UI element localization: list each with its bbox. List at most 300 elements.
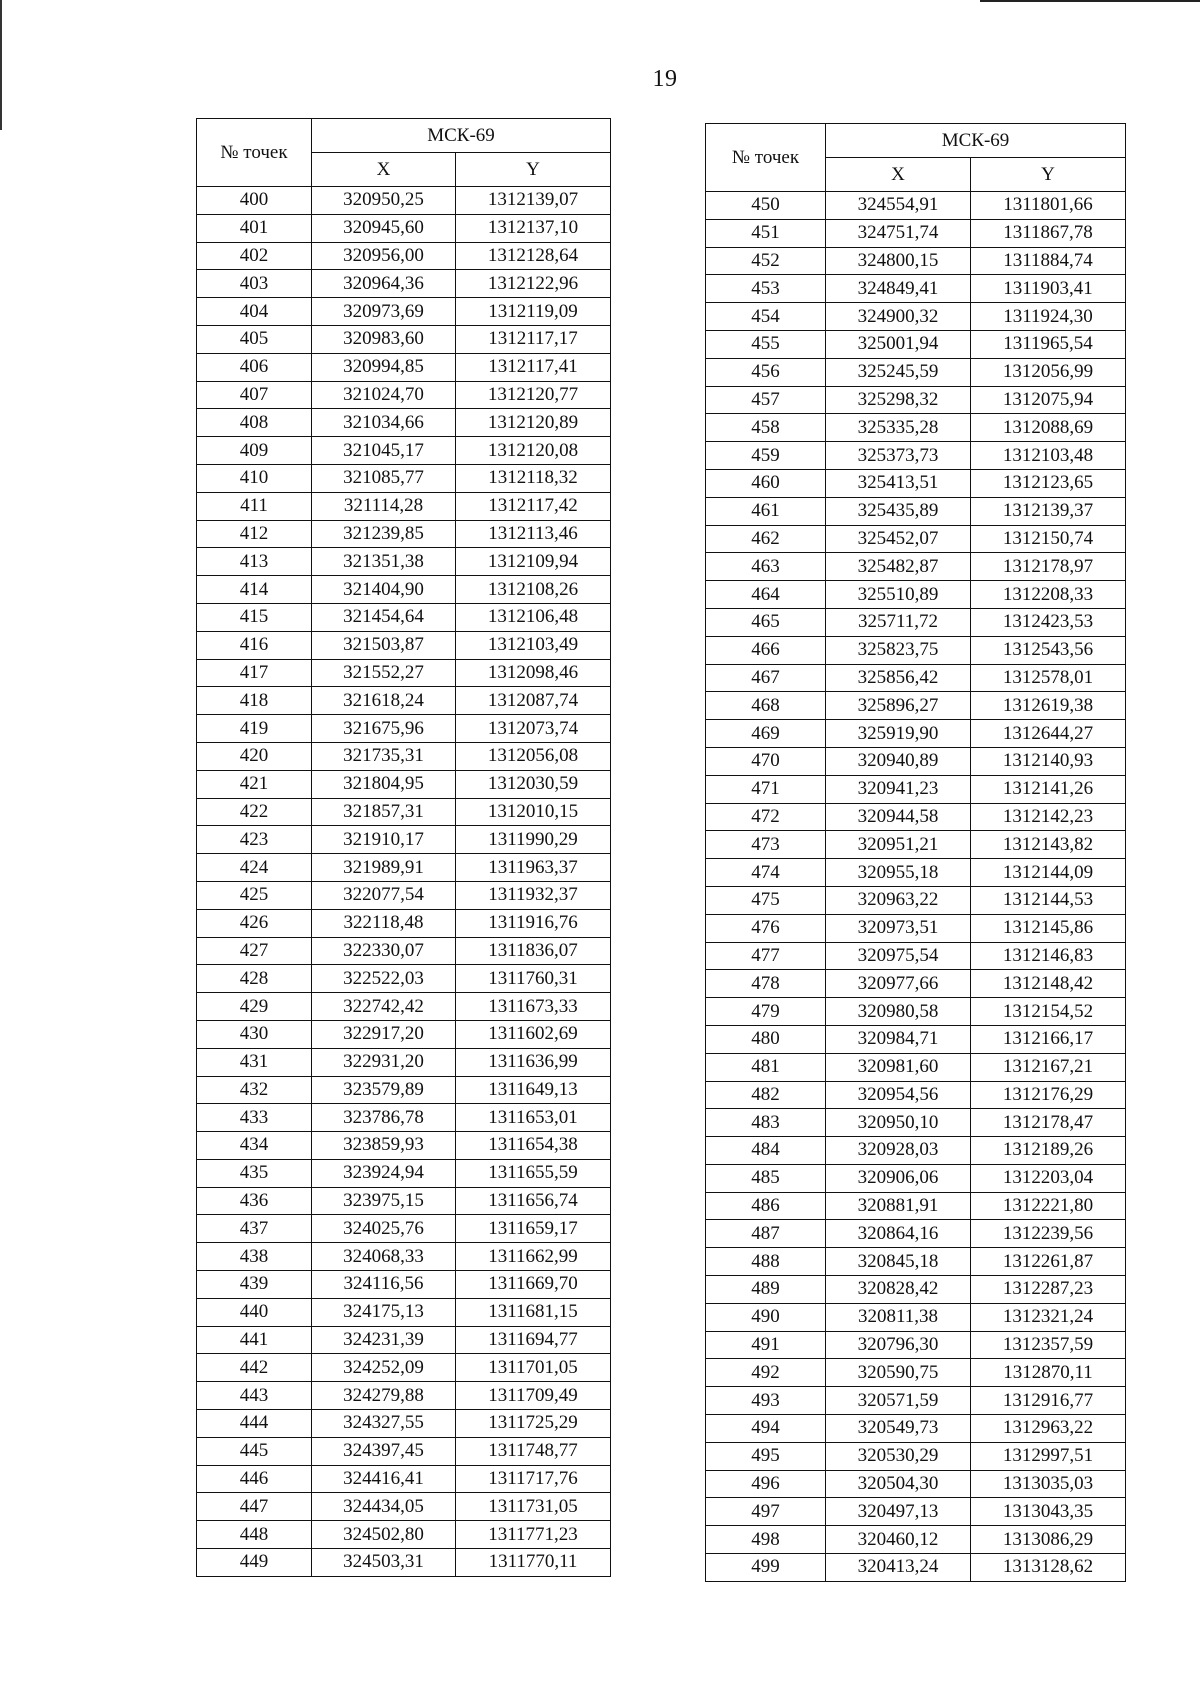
column-header-system: МСК-69	[312, 119, 611, 153]
y-coordinate-cell: 1312144,09	[971, 859, 1126, 887]
y-coordinate-cell: 1313035,03	[971, 1470, 1126, 1498]
y-coordinate-cell: 1312103,48	[971, 442, 1126, 470]
x-coordinate-cell: 320973,51	[826, 914, 971, 942]
table-row	[706, 970, 1126, 998]
page-edge-line	[980, 0, 1200, 2]
point-number-cell: 462	[706, 525, 826, 553]
table-row	[706, 442, 1126, 470]
point-number-cell: 496	[706, 1470, 826, 1498]
x-coordinate-cell: 320975,54	[826, 942, 971, 970]
point-number-cell: 451	[706, 219, 826, 247]
column-header-system: МСК-69	[826, 124, 1126, 158]
x-coordinate-cell: 322077,54	[312, 881, 456, 909]
table-row	[197, 1271, 611, 1299]
table-row	[706, 692, 1126, 720]
coordinates-table-right	[705, 123, 1126, 1582]
y-coordinate-cell: 1312139,07	[456, 187, 611, 215]
point-number-cell: 455	[706, 330, 826, 358]
table-body-left	[197, 187, 611, 1577]
y-coordinate-cell: 1312113,46	[456, 520, 611, 548]
y-coordinate-cell: 1311694,77	[456, 1326, 611, 1354]
y-coordinate-cell: 1312916,77	[971, 1387, 1126, 1415]
table-row	[706, 1387, 1126, 1415]
table-row	[706, 1192, 1126, 1220]
x-coordinate-cell: 320983,60	[312, 325, 456, 353]
point-number-cell: 482	[706, 1081, 826, 1109]
x-coordinate-cell: 321239,85	[312, 520, 456, 548]
table-row	[706, 914, 1126, 942]
x-coordinate-cell: 325452,07	[826, 525, 971, 553]
table-row	[706, 803, 1126, 831]
point-number-cell: 477	[706, 942, 826, 970]
table-row	[197, 1326, 611, 1354]
point-number-cell: 429	[197, 993, 312, 1021]
point-number-cell: 459	[706, 442, 826, 470]
y-coordinate-cell: 1311748,77	[456, 1437, 611, 1465]
point-number-cell: 411	[197, 492, 312, 520]
x-coordinate-cell: 324279,88	[312, 1382, 456, 1410]
table-row	[197, 1076, 611, 1104]
y-coordinate-cell: 1311965,54	[971, 330, 1126, 358]
table-row	[197, 1382, 611, 1410]
table-row	[197, 187, 611, 215]
point-number-cell: 488	[706, 1248, 826, 1276]
table-row	[706, 1442, 1126, 1470]
x-coordinate-cell: 320497,13	[826, 1498, 971, 1526]
point-number-cell: 458	[706, 414, 826, 442]
coordinates-table-left	[196, 118, 611, 1577]
x-coordinate-cell: 320984,71	[826, 1025, 971, 1053]
y-coordinate-cell: 1311725,29	[456, 1410, 611, 1438]
table-row	[706, 386, 1126, 414]
table-row	[706, 553, 1126, 581]
table-row	[706, 831, 1126, 859]
y-coordinate-cell: 1312178,47	[971, 1109, 1126, 1137]
point-number-cell: 440	[197, 1298, 312, 1326]
point-number-cell: 430	[197, 1020, 312, 1048]
point-number-cell: 487	[706, 1220, 826, 1248]
table-row	[197, 1048, 611, 1076]
y-coordinate-cell: 1311602,69	[456, 1020, 611, 1048]
x-coordinate-cell: 320460,12	[826, 1526, 971, 1554]
y-coordinate-cell: 1312120,77	[456, 381, 611, 409]
table-row	[197, 1437, 611, 1465]
x-coordinate-cell: 323975,15	[312, 1187, 456, 1215]
x-coordinate-cell: 320590,75	[826, 1359, 971, 1387]
point-number-cell: 499	[706, 1554, 826, 1582]
table-row	[197, 520, 611, 548]
table-row	[197, 631, 611, 659]
x-coordinate-cell: 320954,56	[826, 1081, 971, 1109]
x-coordinate-cell: 320413,24	[826, 1554, 971, 1582]
x-coordinate-cell: 321618,24	[312, 687, 456, 715]
table-row	[706, 608, 1126, 636]
table-row	[197, 1465, 611, 1493]
table-row	[706, 1359, 1126, 1387]
y-coordinate-cell: 1312117,17	[456, 325, 611, 353]
point-number-cell: 434	[197, 1132, 312, 1160]
y-coordinate-cell: 1312261,87	[971, 1248, 1126, 1276]
y-coordinate-cell: 1312144,53	[971, 886, 1126, 914]
x-coordinate-cell: 322742,42	[312, 993, 456, 1021]
point-number-cell: 447	[197, 1493, 312, 1521]
table-row	[706, 1470, 1126, 1498]
x-coordinate-cell: 324434,05	[312, 1493, 456, 1521]
y-coordinate-cell: 1311701,05	[456, 1354, 611, 1382]
point-number-cell: 469	[706, 720, 826, 748]
table-row	[197, 965, 611, 993]
point-number-cell: 446	[197, 1465, 312, 1493]
point-number-cell: 454	[706, 303, 826, 331]
point-number-cell: 470	[706, 747, 826, 775]
point-number-cell: 425	[197, 881, 312, 909]
x-coordinate-cell: 324502,80	[312, 1521, 456, 1549]
y-coordinate-cell: 1312098,46	[456, 659, 611, 687]
table-row	[197, 548, 611, 576]
table-row	[706, 859, 1126, 887]
table-row	[706, 747, 1126, 775]
point-number-cell: 437	[197, 1215, 312, 1243]
x-coordinate-cell: 324231,39	[312, 1326, 456, 1354]
x-coordinate-cell: 320940,89	[826, 747, 971, 775]
table-row	[197, 409, 611, 437]
table-row	[197, 298, 611, 326]
table-row	[706, 1248, 1126, 1276]
x-coordinate-cell: 325823,75	[826, 636, 971, 664]
x-coordinate-cell: 320571,59	[826, 1387, 971, 1415]
y-coordinate-cell: 1311654,38	[456, 1132, 611, 1160]
point-number-cell: 427	[197, 937, 312, 965]
y-coordinate-cell: 1312148,42	[971, 970, 1126, 998]
point-number-cell: 453	[706, 275, 826, 303]
table-row	[706, 414, 1126, 442]
y-coordinate-cell: 1312108,26	[456, 576, 611, 604]
y-coordinate-cell: 1311717,76	[456, 1465, 611, 1493]
y-coordinate-cell: 1311669,70	[456, 1271, 611, 1299]
table-row	[706, 247, 1126, 275]
y-coordinate-cell: 1311636,99	[456, 1048, 611, 1076]
point-number-cell: 472	[706, 803, 826, 831]
y-coordinate-cell: 1312117,42	[456, 492, 611, 520]
column-header-points: № точек	[706, 124, 826, 192]
table-row	[706, 1164, 1126, 1192]
x-coordinate-cell: 325413,51	[826, 469, 971, 497]
y-coordinate-cell: 1313043,35	[971, 1498, 1126, 1526]
y-coordinate-cell: 1311770,11	[456, 1549, 611, 1577]
x-coordinate-cell: 320994,85	[312, 353, 456, 381]
y-coordinate-cell: 1312619,38	[971, 692, 1126, 720]
table-row	[706, 664, 1126, 692]
point-number-cell: 494	[706, 1415, 826, 1443]
table-row	[197, 1104, 611, 1132]
point-number-cell: 410	[197, 464, 312, 492]
table-row	[197, 1410, 611, 1438]
y-coordinate-cell: 1312128,64	[456, 242, 611, 270]
y-coordinate-cell: 1312644,27	[971, 720, 1126, 748]
y-coordinate-cell: 1312106,48	[456, 603, 611, 631]
y-coordinate-cell: 1312870,11	[971, 1359, 1126, 1387]
table-row	[706, 192, 1126, 220]
table-row	[706, 1526, 1126, 1554]
point-number-cell: 442	[197, 1354, 312, 1382]
x-coordinate-cell: 321045,17	[312, 437, 456, 465]
x-coordinate-cell: 320796,30	[826, 1331, 971, 1359]
table-row	[706, 1025, 1126, 1053]
x-coordinate-cell: 320941,23	[826, 775, 971, 803]
point-number-cell: 456	[706, 358, 826, 386]
table-row	[197, 715, 611, 743]
page-number: 19	[652, 66, 678, 92]
x-coordinate-cell: 321034,66	[312, 409, 456, 437]
x-coordinate-cell: 321503,87	[312, 631, 456, 659]
x-coordinate-cell: 324503,31	[312, 1549, 456, 1577]
point-number-cell: 416	[197, 631, 312, 659]
table-row	[197, 1187, 611, 1215]
x-coordinate-cell: 321085,77	[312, 464, 456, 492]
y-coordinate-cell: 1312146,83	[971, 942, 1126, 970]
point-number-cell: 483	[706, 1109, 826, 1137]
table-row	[706, 1415, 1126, 1443]
y-coordinate-cell: 1312143,82	[971, 831, 1126, 859]
y-coordinate-cell: 1312357,59	[971, 1331, 1126, 1359]
point-number-cell: 418	[197, 687, 312, 715]
x-coordinate-cell: 325482,87	[826, 553, 971, 581]
x-coordinate-cell: 320977,66	[826, 970, 971, 998]
x-coordinate-cell: 322522,03	[312, 965, 456, 993]
x-coordinate-cell: 325856,42	[826, 664, 971, 692]
point-number-cell: 401	[197, 214, 312, 242]
y-coordinate-cell: 1312087,74	[456, 687, 611, 715]
table-row	[197, 854, 611, 882]
x-coordinate-cell: 320956,00	[312, 242, 456, 270]
y-coordinate-cell: 1312075,94	[971, 386, 1126, 414]
x-coordinate-cell: 320530,29	[826, 1442, 971, 1470]
table-row	[706, 330, 1126, 358]
table-row	[197, 603, 611, 631]
point-number-cell: 443	[197, 1382, 312, 1410]
y-coordinate-cell: 1313128,62	[971, 1554, 1126, 1582]
x-coordinate-cell: 320504,30	[826, 1470, 971, 1498]
x-coordinate-cell: 320963,22	[826, 886, 971, 914]
table-row	[197, 1521, 611, 1549]
table-row	[197, 214, 611, 242]
x-coordinate-cell: 324800,15	[826, 247, 971, 275]
table-body-right	[706, 192, 1126, 1582]
table-row	[197, 353, 611, 381]
x-coordinate-cell: 321675,96	[312, 715, 456, 743]
table-row	[706, 886, 1126, 914]
point-number-cell: 435	[197, 1159, 312, 1187]
y-coordinate-cell: 1312221,80	[971, 1192, 1126, 1220]
y-coordinate-cell: 1311655,59	[456, 1159, 611, 1187]
table-row	[706, 942, 1126, 970]
table-row	[706, 581, 1126, 609]
point-number-cell: 402	[197, 242, 312, 270]
point-number-cell: 481	[706, 1053, 826, 1081]
table-row	[706, 1137, 1126, 1165]
table-row	[197, 1215, 611, 1243]
x-coordinate-cell: 323786,78	[312, 1104, 456, 1132]
y-coordinate-cell: 1312189,26	[971, 1137, 1126, 1165]
y-coordinate-cell: 1312208,33	[971, 581, 1126, 609]
column-header-y: Y	[971, 158, 1126, 192]
point-number-cell: 474	[706, 859, 826, 887]
point-number-cell: 415	[197, 603, 312, 631]
y-coordinate-cell: 1312578,01	[971, 664, 1126, 692]
x-coordinate-cell: 321857,31	[312, 798, 456, 826]
point-number-cell: 461	[706, 497, 826, 525]
y-coordinate-cell: 1311659,17	[456, 1215, 611, 1243]
point-number-cell: 436	[197, 1187, 312, 1215]
table-row	[197, 1159, 611, 1187]
point-number-cell: 471	[706, 775, 826, 803]
point-number-cell: 492	[706, 1359, 826, 1387]
y-coordinate-cell: 1311760,31	[456, 965, 611, 993]
point-number-cell: 465	[706, 608, 826, 636]
y-coordinate-cell: 1312010,15	[456, 798, 611, 826]
column-header-points: № точек	[197, 119, 312, 187]
point-number-cell: 498	[706, 1526, 826, 1554]
x-coordinate-cell: 320964,36	[312, 270, 456, 298]
table-row	[706, 1220, 1126, 1248]
y-coordinate-cell: 1311731,05	[456, 1493, 611, 1521]
y-coordinate-cell: 1312117,41	[456, 353, 611, 381]
x-coordinate-cell: 320944,58	[826, 803, 971, 831]
x-coordinate-cell: 321351,38	[312, 548, 456, 576]
x-coordinate-cell: 324175,13	[312, 1298, 456, 1326]
x-coordinate-cell: 320951,21	[826, 831, 971, 859]
point-number-cell: 484	[706, 1137, 826, 1165]
y-coordinate-cell: 1311867,78	[971, 219, 1126, 247]
x-coordinate-cell: 321404,90	[312, 576, 456, 604]
y-coordinate-cell: 1312287,23	[971, 1276, 1126, 1304]
y-coordinate-cell: 1312139,37	[971, 497, 1126, 525]
y-coordinate-cell: 1312142,23	[971, 803, 1126, 831]
point-number-cell: 423	[197, 826, 312, 854]
y-coordinate-cell: 1312123,65	[971, 469, 1126, 497]
y-coordinate-cell: 1312088,69	[971, 414, 1126, 442]
point-number-cell: 485	[706, 1164, 826, 1192]
y-coordinate-cell: 1312137,10	[456, 214, 611, 242]
x-coordinate-cell: 320828,42	[826, 1276, 971, 1304]
point-number-cell: 479	[706, 998, 826, 1026]
x-coordinate-cell: 325510,89	[826, 581, 971, 609]
x-coordinate-cell: 325335,28	[826, 414, 971, 442]
point-number-cell: 408	[197, 409, 312, 437]
y-coordinate-cell: 1311903,41	[971, 275, 1126, 303]
x-coordinate-cell: 324751,74	[826, 219, 971, 247]
x-coordinate-cell: 321552,27	[312, 659, 456, 687]
y-coordinate-cell: 1311662,99	[456, 1243, 611, 1271]
point-number-cell: 424	[197, 854, 312, 882]
x-coordinate-cell: 321024,70	[312, 381, 456, 409]
table-row	[197, 1493, 611, 1521]
x-coordinate-cell: 321804,95	[312, 770, 456, 798]
table-row	[706, 720, 1126, 748]
point-number-cell: 431	[197, 1048, 312, 1076]
x-coordinate-cell: 320973,69	[312, 298, 456, 326]
y-coordinate-cell: 1311709,49	[456, 1382, 611, 1410]
y-coordinate-cell: 1312203,04	[971, 1164, 1126, 1192]
point-number-cell: 448	[197, 1521, 312, 1549]
x-coordinate-cell: 320950,10	[826, 1109, 971, 1137]
table-row	[197, 492, 611, 520]
x-coordinate-cell: 321735,31	[312, 742, 456, 770]
table-row	[706, 219, 1126, 247]
point-number-cell: 420	[197, 742, 312, 770]
point-number-cell: 413	[197, 548, 312, 576]
y-coordinate-cell: 1312120,89	[456, 409, 611, 437]
x-coordinate-cell: 320906,06	[826, 1164, 971, 1192]
point-number-cell: 475	[706, 886, 826, 914]
point-number-cell: 439	[197, 1271, 312, 1299]
point-number-cell: 433	[197, 1104, 312, 1132]
table-row	[706, 275, 1126, 303]
point-number-cell: 490	[706, 1303, 826, 1331]
x-coordinate-cell: 320955,18	[826, 859, 971, 887]
y-coordinate-cell: 1313086,29	[971, 1526, 1126, 1554]
table-row	[706, 1331, 1126, 1359]
table-row	[706, 998, 1126, 1026]
point-number-cell: 497	[706, 1498, 826, 1526]
table-row	[706, 303, 1126, 331]
y-coordinate-cell: 1312140,93	[971, 747, 1126, 775]
point-number-cell: 452	[706, 247, 826, 275]
point-number-cell: 417	[197, 659, 312, 687]
x-coordinate-cell: 320811,38	[826, 1303, 971, 1331]
y-coordinate-cell: 1312543,56	[971, 636, 1126, 664]
table-row	[197, 1132, 611, 1160]
x-coordinate-cell: 324327,55	[312, 1410, 456, 1438]
x-coordinate-cell: 324397,45	[312, 1437, 456, 1465]
x-coordinate-cell: 325711,72	[826, 608, 971, 636]
x-coordinate-cell: 320950,25	[312, 187, 456, 215]
point-number-cell: 468	[706, 692, 826, 720]
column-header-x: X	[826, 158, 971, 192]
x-coordinate-cell: 325245,59	[826, 358, 971, 386]
table-row	[197, 1243, 611, 1271]
point-number-cell: 419	[197, 715, 312, 743]
x-coordinate-cell: 323859,93	[312, 1132, 456, 1160]
point-number-cell: 463	[706, 553, 826, 581]
point-number-cell: 412	[197, 520, 312, 548]
table-row	[706, 358, 1126, 386]
x-coordinate-cell: 321454,64	[312, 603, 456, 631]
y-coordinate-cell: 1312423,53	[971, 608, 1126, 636]
point-number-cell: 478	[706, 970, 826, 998]
point-number-cell: 489	[706, 1276, 826, 1304]
x-coordinate-cell: 324068,33	[312, 1243, 456, 1271]
table-row	[706, 525, 1126, 553]
x-coordinate-cell: 322330,07	[312, 937, 456, 965]
y-coordinate-cell: 1312176,29	[971, 1081, 1126, 1109]
x-coordinate-cell: 323924,94	[312, 1159, 456, 1187]
point-number-cell: 457	[706, 386, 826, 414]
table-row	[197, 798, 611, 826]
point-number-cell: 432	[197, 1076, 312, 1104]
point-number-cell: 444	[197, 1410, 312, 1438]
table-row	[197, 464, 611, 492]
y-coordinate-cell: 1311673,33	[456, 993, 611, 1021]
x-coordinate-cell: 324116,56	[312, 1271, 456, 1299]
x-coordinate-cell: 320549,73	[826, 1415, 971, 1443]
point-number-cell: 473	[706, 831, 826, 859]
point-number-cell: 467	[706, 664, 826, 692]
table-row	[197, 937, 611, 965]
table-row	[706, 1081, 1126, 1109]
x-coordinate-cell: 324849,41	[826, 275, 971, 303]
point-number-cell: 438	[197, 1243, 312, 1271]
